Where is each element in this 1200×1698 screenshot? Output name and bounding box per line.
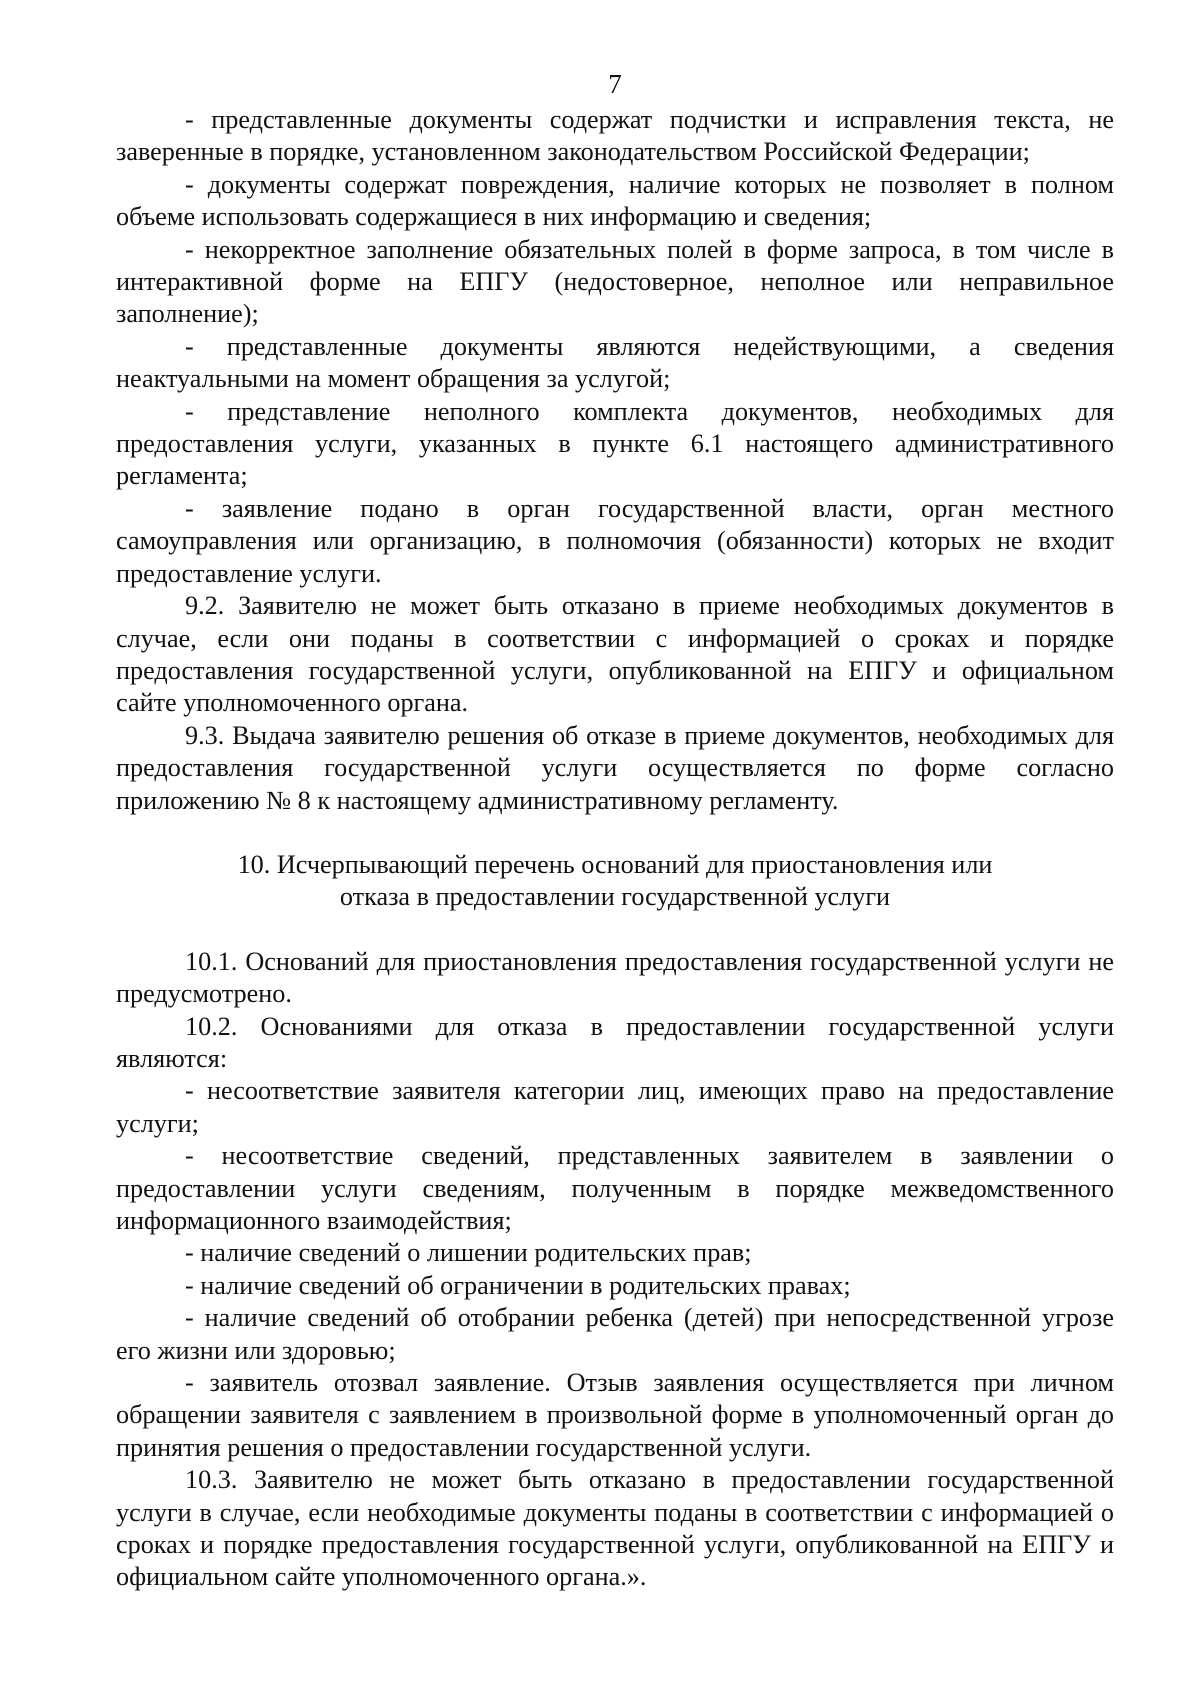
section-10 — [116, 946, 1114, 1594]
paragraph: - наличие сведений об ограничении в родительских правах; — [185, 1270, 851, 1300]
paragraph: 10.1. Оснований для приостановления предоставления государственной услуги не предусмотрено. — [116, 946, 1114, 1009]
paragraph: - заявление подано в орган государственной власти, орган местного самоуправления или организацию, в полномочия (обязанности) которых не входит предоставление услуги. — [116, 493, 1114, 588]
paragraph: 10.2. Основаниями для отказа в предоставлении государственной услуги являются: — [116, 1011, 1114, 1073]
section-9-continued — [116, 104, 1114, 817]
page-number: 7 — [608, 69, 622, 99]
paragraph: - представленные документы содержат подчистки и исправления текста, не заверенные в порядке, установленном законодательством Российской Федерации; — [116, 105, 1114, 167]
paragraph: - некорректное заполнение обязательных полей в форме запроса, в том числе в интерактивной форме на ЕПГУ (недостоверное, неполное или неправильное заполнение); — [116, 234, 1114, 329]
paragraph: - документы содержат повреждения, наличие которых не позволяет в полном объеме использовать содержащиеся в них информацию и сведения; — [116, 169, 1114, 232]
paragraph: 9.2. Заявителю не может быть отказано в приеме необходимых документов в случае, если они поданы в соответствии с информацией о сроках и порядке предоставления государственной услуги, опубликованной на ЕПГУ и официальном сайте уполномоченного органа. — [116, 591, 1114, 718]
section-heading-line: 10. Исчерпывающий перечень оснований для приостановления или — [237, 849, 993, 879]
paragraph: - представленные документы являются недействующими, а сведения неактуальными на момент обращения за услугой; — [116, 331, 1114, 394]
paragraph: 9.3. Выдача заявителю решения об отказе в приеме документов, необходимых для предоставления государственной услуги осуществляется по форме согласно приложению № 8 к настоящему административному регламенту. — [116, 720, 1114, 815]
paragraph: - наличие сведений об отобрании ребенка (детей) при непосредственной угрозе его жизни или здоровью; — [116, 1303, 1114, 1365]
paragraph: - несоответствие заявителя категории лиц, имеющих право на предоставление услуги; — [116, 1076, 1114, 1138]
section-heading-line: отказа в предоставлении государственной услуги — [339, 882, 891, 912]
section-heading — [116, 849, 1114, 914]
paragraph: - несоответствие сведений, представленных заявителем в заявлении о предоставлении услуги сведениям, полученным в порядке межведомственного информационного взаимодействия; — [116, 1141, 1114, 1235]
paragraph: - представление неполного комплекта документов, необходимых для предоставления услуги, указанных в пункте 6.1 настоящего административного регламента; — [116, 396, 1114, 491]
paragraph: 10.3. Заявителю не может быть отказано в предоставлении государственной услуги в случае, если необходимые документы поданы в соответствии с информацией о сроках и порядке предоставления государственной услуги, опубликованной на ЕПГУ и официальном сайте уполномоченного органа.». — [116, 1465, 1114, 1592]
paragraph: - наличие сведений о лишении родительских прав; — [185, 1238, 752, 1268]
paragraph: - заявитель отозвал заявление. Отзыв заявления осуществляется при личном обращении заявителя с заявлением в произвольной форме в уполномоченный орган до принятия решения о предоставлении государственной услуги. — [116, 1368, 1114, 1462]
